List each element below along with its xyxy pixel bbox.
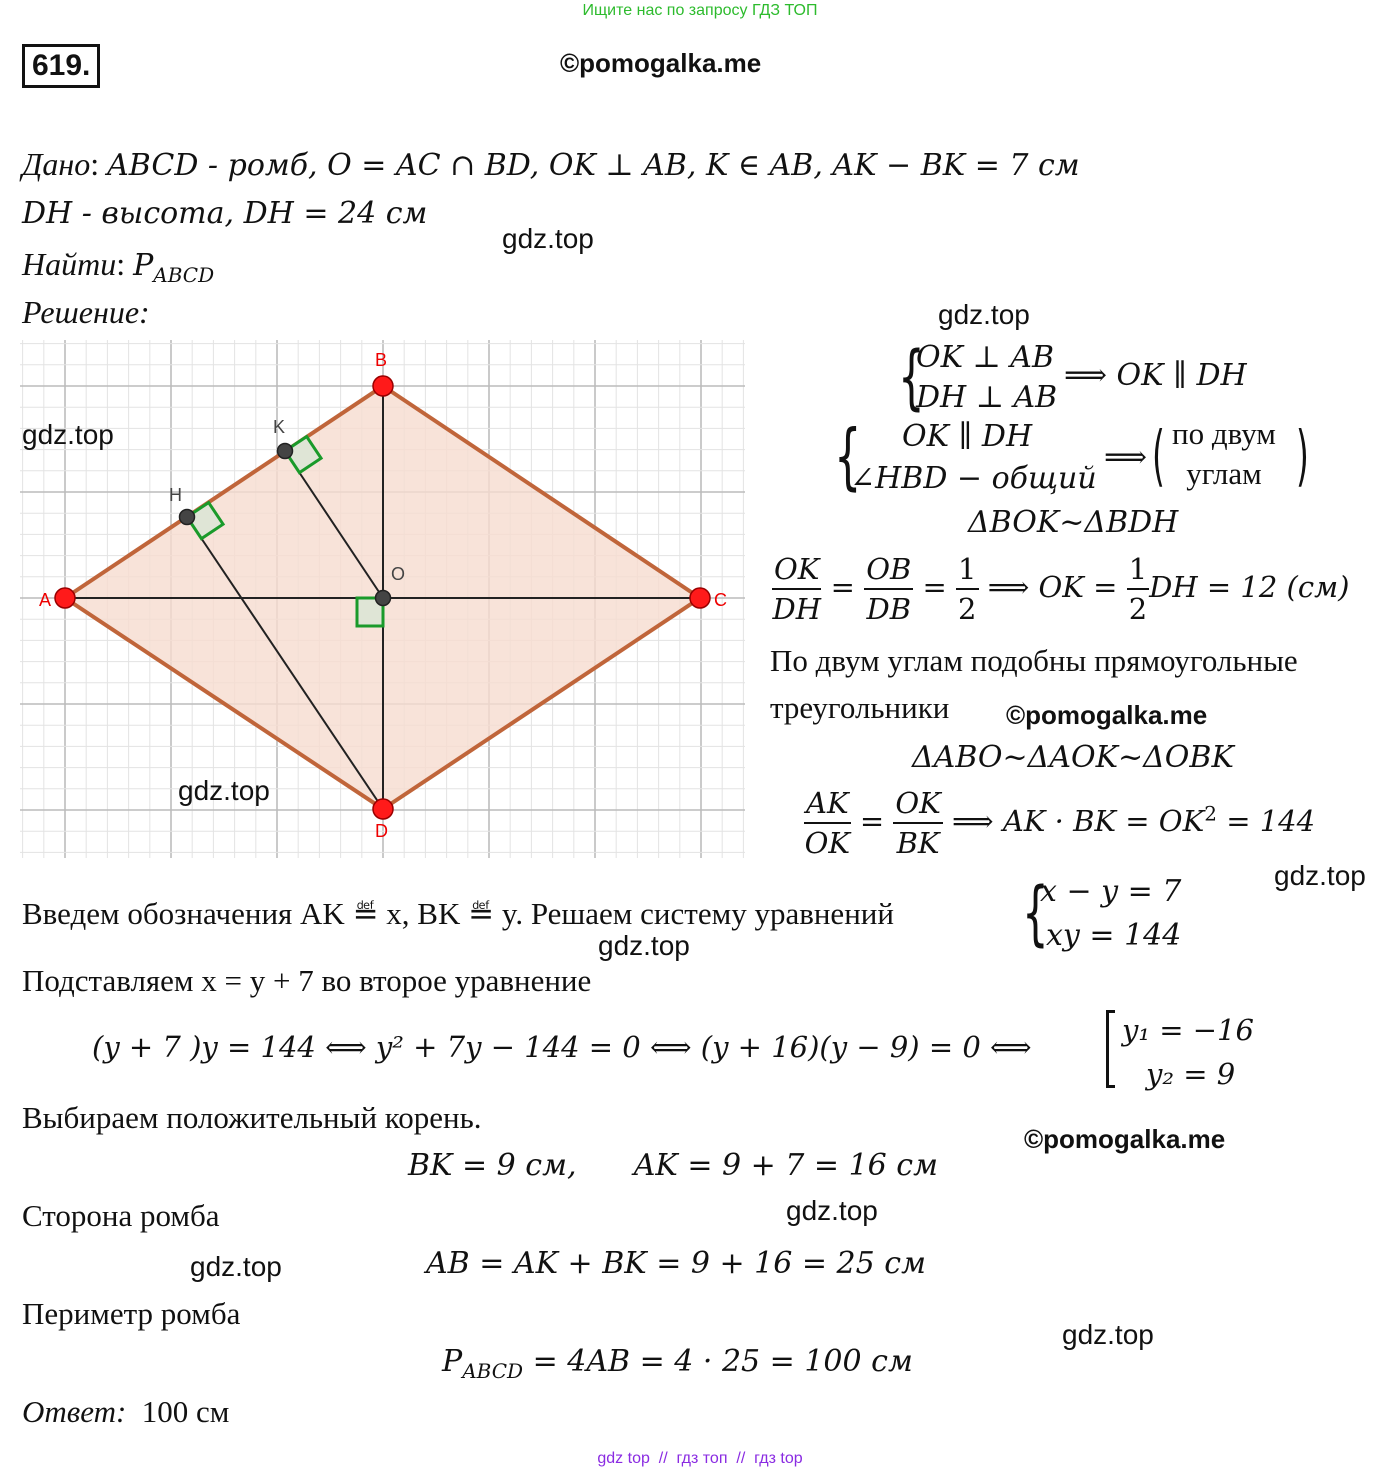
find-label: Найти — [22, 246, 117, 282]
implies-sign: ⟹ — [1104, 440, 1148, 475]
system-2-result: по двум углам — [1172, 416, 1276, 491]
product-equation: $\frac{AK}{OK}$ = $\frac{OK}{BK}$ ⟹ AK · BK = $OK^2 = 144$ — [804, 786, 1316, 860]
watermark-gdz: gdz.top — [502, 223, 594, 254]
choose-text: Выбираем положительный корень. — [22, 1100, 482, 1135]
watermark-gdz: gdz.top — [1274, 860, 1366, 891]
watermark-gdz: gdz.top — [1062, 1319, 1154, 1350]
point-A — [55, 588, 75, 608]
perimeter-equation: $P_{ABCD} = 4AB = 4 \cdot 25 = 100$ см — [442, 1344, 913, 1383]
solution-label: Решение: — [22, 294, 150, 330]
watermark-gdz: gdz.top — [22, 419, 114, 450]
watermark-gdz: gdz.top — [178, 775, 270, 806]
equation-system-b: xy = 144 — [1046, 918, 1182, 953]
system-1-b: DH ⊥ AB — [916, 380, 1058, 415]
point-label-C: C — [714, 590, 727, 610]
rhombus-figure — [0, 330, 760, 870]
watermark-gdz: gdz.top — [598, 930, 690, 961]
find-line: Найти: $P_{ABCD}$ — [22, 246, 215, 287]
watermark-gdz: gdz.top — [786, 1195, 878, 1226]
watermark-gdz: gdz.top — [190, 1251, 282, 1282]
point-D — [373, 799, 393, 819]
answer-line — [22, 1394, 229, 1430]
point-label-B: B — [375, 350, 388, 370]
similarity-2: ΔABO~ΔAOK~ΔOBK — [912, 740, 1234, 775]
point-label-H: H — [169, 485, 182, 505]
similar-text-1: По двум углам подобны прямоугольные — [770, 643, 1298, 678]
given-label: Дано — [22, 146, 91, 182]
side-equation: AB = AK + BK = 9 + 16 = 25 см — [426, 1246, 926, 1281]
point-H — [180, 510, 195, 525]
paren-right-icon: ) — [1296, 417, 1309, 494]
bracket-icon — [1106, 1010, 1115, 1088]
point-K — [278, 444, 293, 459]
similarity-1: ΔBOK~ΔBDH — [968, 505, 1179, 540]
system-1-a: OK ⊥ AB — [916, 340, 1055, 375]
brace-icon: { — [898, 336, 925, 418]
values-line: BK = 9 см, AK = 9 + 7 = 16 см — [408, 1148, 938, 1183]
equation-system-a: x − y = 7 — [1040, 874, 1182, 909]
answer-label: Ответ: — [22, 1394, 127, 1429]
given-line-2: DH - высота, DH = 24 см — [22, 196, 428, 231]
root-1: y₁ = −16 — [1122, 1013, 1254, 1047]
system-2 — [834, 416, 1097, 500]
watermark-gdz: gdz.top — [938, 299, 1030, 330]
point-label-K: K — [273, 417, 286, 437]
point-O — [376, 591, 391, 606]
given-statement: ABCD - ромб, O = AC ∩ BD, OK ⊥ AB, K ∈ AB, AK − BK = 7 см — [107, 148, 1080, 183]
point-label-O: O — [391, 564, 406, 584]
find-value: P — [133, 248, 154, 283]
system-2-a: OK ∥ DH — [902, 419, 1033, 454]
watermark-pomogalka: ©pomogalka.me — [560, 48, 762, 78]
point-label-A: A — [39, 590, 52, 610]
brace-icon: { — [834, 414, 862, 498]
perimeter-label: Периметр ромба — [22, 1296, 241, 1331]
ratio-equation: $\frac{OK}{DH}$ = $\frac{OB}{DB}$ = $\frac{1}{2}$ ⟹ OK = $\frac{1}{2}$ DH = 12 (см) — [772, 552, 1350, 626]
similar-text-2: треугольники — [770, 690, 950, 725]
point-B — [373, 376, 393, 396]
paren-left-icon: ( — [1152, 417, 1165, 494]
watermark-pomogalka: ©pomogalka.me — [1006, 700, 1208, 730]
system-1 — [898, 338, 1057, 418]
top-ad-text[interactable]: Ищите нас по запросу ГДЗ ТОП — [582, 2, 818, 19]
given-line-1: Дано: ABCD - ромб, O = AC ∩ BD, OK ⊥ AB, K ∈ AB, AK − BK = 7 см — [22, 146, 1080, 183]
bottom-ad-text[interactable]: gdz top // гдз топ // гдз top — [597, 1450, 803, 1467]
system-2-b: ∠HBD − общий — [850, 461, 1097, 496]
brace-icon: { — [1022, 872, 1049, 954]
watermark-pomogalka: ©pomogalka.me — [1024, 1124, 1226, 1154]
point-C — [690, 588, 710, 608]
root-2: y₂ = 9 — [1146, 1057, 1236, 1091]
intro-text: Введем обозначения AK ≝ x, BK ≝ y. Решаем систему уравнений — [22, 896, 894, 931]
quadratic-equation: (y + 7 )y = 144 ⟺ y² + 7y − 144 = 0 ⟺ (y + 16)(y − 9) = 0 ⟺ — [92, 1030, 1032, 1064]
find-sub: ABCD — [153, 263, 215, 287]
system-1-result: ⟹ OK ∥ DH — [1064, 358, 1247, 393]
point-label-D: D — [375, 821, 388, 841]
side-label: Сторона ромба — [22, 1198, 220, 1233]
answer-value: 100 см — [141, 1394, 230, 1429]
problem-number: 619. — [22, 44, 100, 88]
equation-system — [1022, 870, 1181, 958]
roots — [1122, 1008, 1254, 1096]
substitution-text: Подставляем x = y + 7 во второе уравнение — [22, 963, 592, 998]
